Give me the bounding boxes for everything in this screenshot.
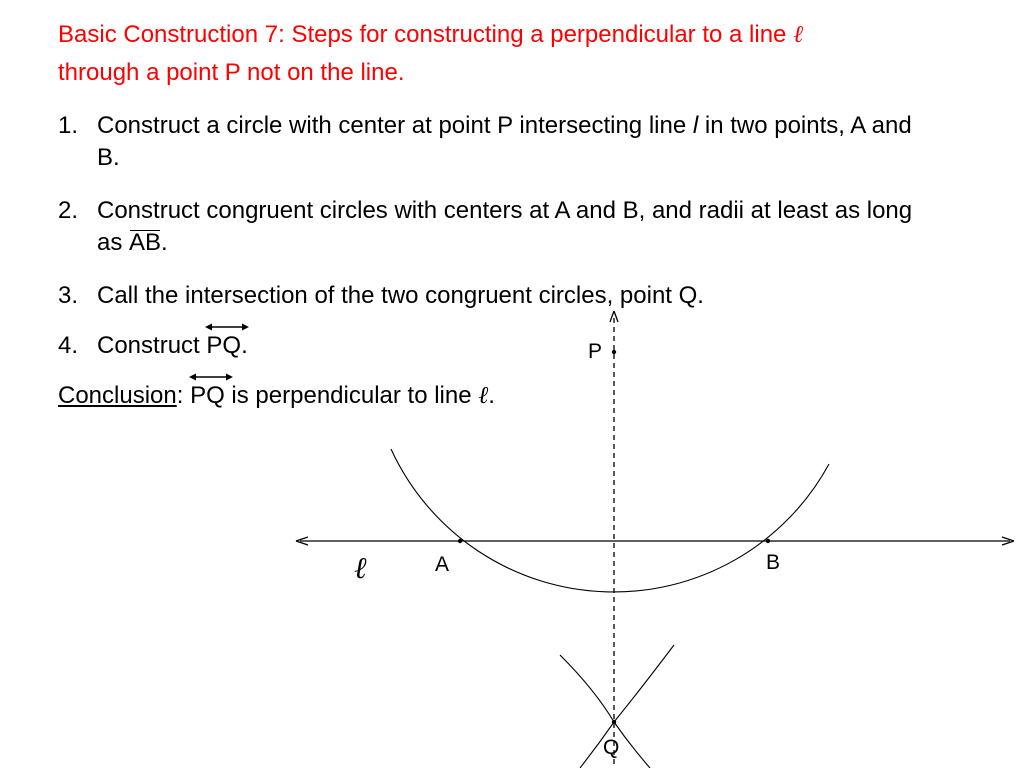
step-text-part: Construct: [97, 332, 207, 359]
step-text-part: .: [241, 332, 248, 359]
step-text-part: Call the intersection of the two congruent circles, point Q.: [97, 282, 704, 309]
line-symbol: ℓ: [478, 383, 489, 409]
label-q: Q: [603, 736, 620, 759]
point-q: [612, 720, 616, 724]
label-b: B: [766, 551, 781, 574]
label-p: P: [588, 340, 603, 363]
segment-label: AB: [129, 229, 162, 256]
conclusion-end: .: [488, 382, 495, 409]
point-a: [458, 539, 462, 543]
conclusion-label: Conclusion: [58, 382, 177, 409]
step-text-part: Construct congruent circles with centers at A and B, and radii at least as long as: [97, 197, 913, 256]
step-text-part: Construct a circle with center at point P intersecting line: [97, 112, 693, 139]
title-line-1: Basic Construction 7: Steps for constructing a perpendicular to a line: [58, 21, 794, 48]
ray-label: PQ: [190, 382, 225, 409]
conclusion-colon: :: [176, 382, 184, 409]
step-number: 4.: [58, 332, 79, 359]
label-line-l: ℓ: [354, 552, 367, 585]
step-text-part: .: [161, 229, 168, 256]
arc-from-b: [580, 645, 674, 768]
point-p: [612, 350, 616, 354]
point-b: [766, 539, 770, 543]
ray-label: PQ: [206, 332, 242, 359]
label-a: A: [435, 553, 450, 576]
title-line-2: through a point P not on the line.: [58, 59, 405, 86]
circle-arc-p: [391, 449, 829, 592]
step-number: 3.: [58, 282, 79, 309]
line-variable: l: [692, 112, 699, 139]
step-number: 1.: [58, 112, 79, 139]
conclusion-text: is perpendicular to line: [224, 382, 479, 409]
title-line-symbol: ℓ: [793, 22, 804, 48]
step-text-part: in two points, A and B.: [97, 112, 912, 171]
step-number: 2.: [58, 197, 79, 224]
